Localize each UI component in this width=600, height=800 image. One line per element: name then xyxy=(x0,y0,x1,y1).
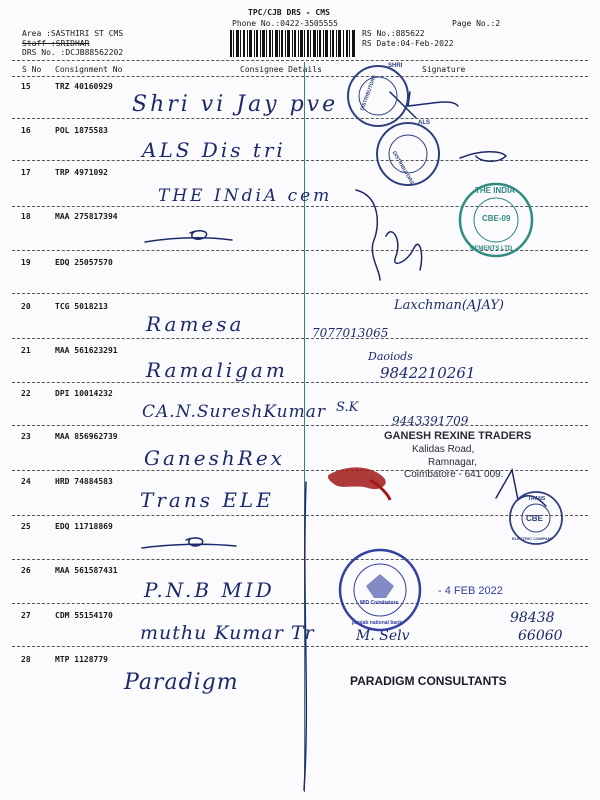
red-ink-smudge-icon xyxy=(310,456,410,506)
col-consignment: Consignment No xyxy=(55,65,123,74)
row-consignment: MAA 856962739 xyxy=(55,432,118,441)
row-sno: 28 xyxy=(21,655,31,664)
ganesh-rexine-addr-1: Kalidas Road, xyxy=(412,444,475,455)
row-consignee: GaneshRex xyxy=(144,446,285,470)
row-sno: 15 xyxy=(21,82,31,91)
row-consignee: Ramaligam xyxy=(146,358,288,382)
row-consignment: MTP 1128779 xyxy=(55,655,108,664)
pnb-stamp-branch: MID Coimbatore xyxy=(360,600,399,606)
row-consignment: DPI 10014232 xyxy=(55,389,113,398)
col-sno: S No xyxy=(22,65,42,74)
col-consignee: Consignee Details xyxy=(240,65,322,74)
row-consignment: MAA 275817394 xyxy=(55,212,118,221)
row-consignment: TRP 4971092 xyxy=(55,168,108,177)
india-cements-bottom: CEMENTS LTD xyxy=(470,246,513,252)
row-sno: 26 xyxy=(21,566,31,575)
row-consignee: Trans ELE xyxy=(140,488,274,512)
row-sno: 22 xyxy=(21,389,31,398)
ganesh-rexine-addr-2: Ramnagar, xyxy=(428,457,477,468)
ganesh-rexine-addr-3: Coimbatore - 641 009. xyxy=(404,469,504,480)
row-sno: 18 xyxy=(21,212,31,221)
india-cements-mid: CBE-09 xyxy=(482,214,511,223)
distributors-stamp-text-1: DISTRIBUTORS xyxy=(359,74,378,112)
drs-number: DRS No. :DCJB88562202 xyxy=(22,48,124,57)
pnb-stamp-name: punjab national bank xyxy=(352,620,403,626)
row-consignee: muthu Kumar Tr xyxy=(140,622,315,644)
distributors-stamp-text-2: DISTRIBUTORS xyxy=(390,150,415,186)
row-consignment: EDQ 11718869 xyxy=(55,522,113,531)
row-consignee: ALS Dis tri xyxy=(142,138,286,162)
row-sno: 25 xyxy=(21,522,31,531)
ditto-brace xyxy=(356,190,380,280)
trans-stamp-mid: CBE xyxy=(526,514,543,523)
suresh-phone: 9443391709 xyxy=(392,414,469,428)
row-sno: 24 xyxy=(21,477,31,486)
row-consignment: HRD 74884583 xyxy=(55,477,113,486)
row-sno: 16 xyxy=(21,126,31,135)
suresh-initials: S.K xyxy=(336,400,359,415)
row-sno: 23 xyxy=(21,432,31,441)
area-field: Area :SASTHIRI ST CMS xyxy=(22,29,124,38)
ajay-signature: Laxchman(AJAY) xyxy=(394,298,505,313)
row-sno: 27 xyxy=(21,611,31,620)
row-consignee: Ramesa xyxy=(146,312,245,336)
row-consignment: POL 1875583 xyxy=(55,126,108,135)
row-consignee: Shri vi Jay pve xyxy=(132,92,339,117)
row-consignee: CA.N.SureshKumar xyxy=(142,402,326,422)
row-consignment: MAA 561587431 xyxy=(55,566,118,575)
ramalingam-signature: Daoiods xyxy=(368,350,413,363)
row-25-scribble xyxy=(142,538,236,548)
row-consignee: THE INdiA cem xyxy=(158,186,333,206)
row-consignment: EDQ 25057570 xyxy=(55,258,113,267)
row-sno: 17 xyxy=(21,168,31,177)
paradigm-stamp: PARADIGM CONSULTANTS xyxy=(350,674,507,688)
row-consignee: P.N.B MID xyxy=(144,578,275,602)
ganesh-rexine-name: GANESH REXINE TRADERS xyxy=(384,430,532,442)
row-consignee: Paradigm xyxy=(124,670,239,695)
ramesa-phone: 7077013065 xyxy=(312,326,389,340)
shri-stamp-text: SHRI xyxy=(388,63,403,69)
pnb-date-stamp: - 4 FEB 2022 xyxy=(438,585,503,597)
row-18-signature xyxy=(386,232,422,270)
muthu-phone-2: 66060 xyxy=(518,628,563,644)
rs-number: RS No.:885622 xyxy=(362,29,425,38)
rs-date: RS Date:04-Feb-2022 xyxy=(362,39,454,48)
row-consignment: CDM 55154170 xyxy=(55,611,113,620)
page-number: Page No.:2 xyxy=(452,19,501,28)
phone-number: Phone No.:0422-3505555 xyxy=(232,19,338,28)
als-stamp-text: ALS xyxy=(418,120,430,126)
row-sno: 21 xyxy=(21,346,31,355)
row-26-bracket xyxy=(304,482,306,790)
col-signature: Signature xyxy=(422,65,466,74)
staff-label: Staff : xyxy=(22,39,56,48)
row-consignment: TRZ 40160929 xyxy=(55,82,113,91)
row-consignment: MAA 561623291 xyxy=(55,346,118,355)
muthu-phone-1: 98438 xyxy=(510,610,555,626)
row-18-scribble xyxy=(145,231,232,242)
row-sno: 20 xyxy=(21,302,31,311)
trans-stamp-top: TRANS xyxy=(528,496,546,502)
row-sno: 19 xyxy=(21,258,31,267)
row-16-signature xyxy=(460,152,506,162)
muthu-signature: M. Selv xyxy=(356,628,410,644)
india-cements-top: THE INDIA xyxy=(475,186,515,195)
staff-name: SRIDHAR xyxy=(55,39,90,48)
trans-stamp-bottom: ELECTRIC COMPANY xyxy=(512,536,554,541)
ramalingam-phone: 9842210261 xyxy=(380,364,476,382)
doc-title: TPC/CJB DRS - CMS xyxy=(248,8,330,17)
row-consignment: TCG 5018213 xyxy=(55,302,108,311)
